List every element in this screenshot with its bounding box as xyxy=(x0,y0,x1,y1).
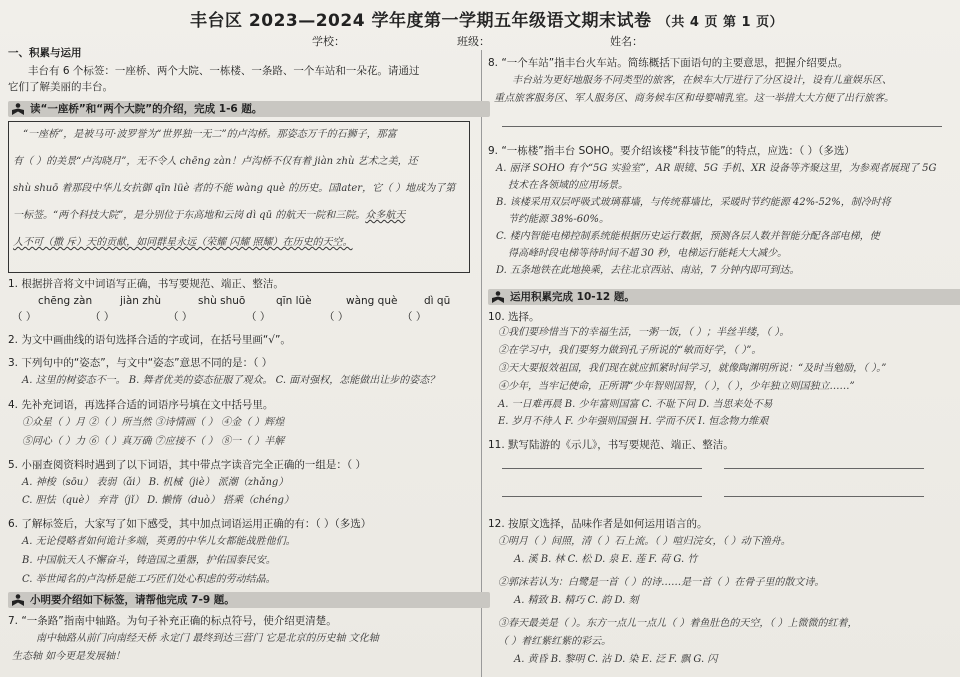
section-heading: 一、积累与运用 xyxy=(8,47,82,59)
answer-line[interactable] xyxy=(502,496,702,497)
exam-title: 丰台区 2023—2024 学年度第一学期五年级语文期末试卷 xyxy=(190,11,652,31)
question-7: 7. “一条路”指南中轴路。为句子补充正确的标点符号，使介绍更清楚。 xyxy=(8,615,337,627)
question-12-item: ①明月（ ）间照，清（ ）石上流。（ ）喧归浣女，（ ）动下渔舟。 xyxy=(498,536,791,547)
passage-line: “一座桥”，是被马可·波罗誉为“世界独一无二”的卢沟桥。那姿态万千的石狮子，那富 xyxy=(23,129,397,140)
book-reader-icon xyxy=(11,102,25,116)
question-9-option: A. 丽泽 SOHO 有个“5G 实验室”，AR 眼镜、5G 手机、XR 设备等齐聚这里，为参观者展现了 5G xyxy=(496,163,937,174)
question-12-options: A. 精致 B. 精巧 C. 韵 D. 刻 xyxy=(514,595,639,606)
question-12: 12. 按原文选择，品味作者是如何运用语言的。 xyxy=(488,518,708,530)
question-9-option: 节约能源 38%-60%。 xyxy=(508,214,610,225)
answer-line[interactable] xyxy=(724,496,924,497)
pinyin: wàng què xyxy=(346,295,398,307)
answer-box[interactable]: （ ） xyxy=(168,311,193,323)
section-banner-1 xyxy=(8,101,490,117)
question-10-options: E. 岁月不待人 F. 少年强则国强 H. 学而不厌 I. 恒念物力维艰 xyxy=(498,416,769,427)
answer-line[interactable] xyxy=(502,468,702,469)
answer-box[interactable]: （ ） xyxy=(90,311,115,323)
section-banner-2 xyxy=(8,592,490,608)
question-12-options: A. 溪 B. 林 C. 松 D. 泉 E. 莲 F. 荷 G. 竹 xyxy=(514,554,698,565)
answer-line[interactable] xyxy=(502,126,942,127)
school-label: 学校： xyxy=(312,35,345,48)
question-9-option: C. 楼内智能电梯控制系统能根据历史运行数据，预测各层人数并智能分配各部电梯，使 xyxy=(496,231,880,242)
question-9-option: 得高峰时段电梯等待时间不超 30 秒，电梯运行能耗大大减少。 xyxy=(508,248,788,259)
question-6-option-c: C. 举世闻名的卢沟桥是能工巧匠们处心积虑的劳动结晶。 xyxy=(22,574,276,585)
section-banner-3 xyxy=(488,289,960,305)
question-9-option: D. 五条地铁在此地换乘，去往北京西站、南站，7 分钟内即可到达。 xyxy=(496,265,800,276)
intro-line-1: 丰台有 6 个标签：一座桥、两个大院、一栋楼、一条路、一个车站和一朵花。请通过 xyxy=(28,65,420,77)
question-4-row: ①众星（ ）月 ②（ ）所当然 ③诗情画（ ） ④金（ ）辉煌 xyxy=(22,417,285,428)
question-6-option-a: A. 无论侵略者如何诡计多端，英勇的中华儿女都能战胜他们。 xyxy=(22,536,296,547)
question-8-text: 丰台站为更好地服务不同类型的旅客，在候车大厅进行了分区设计，设有儿童娱乐区、 xyxy=(512,75,892,86)
question-9-option: 技术在各领域的应用场景。 xyxy=(508,180,628,191)
question-5: 5. 小丽查阅资料时遇到了以下词语，其中带点字读音完全正确的一组是：（ ） xyxy=(8,459,366,471)
question-3: 3. 下列句中的“姿态”，与文中“姿态”意思不同的是：（ ） xyxy=(8,357,273,369)
question-10-item: ③天大要报效祖国，我们现在就应抓紧时间学习，就像陶渊明所说：“及时当勉励，（ ）。” xyxy=(498,363,887,374)
question-9: 9. “一栋楼”指丰台 SOHO。要介绍该楼“科技节能”的特点，应选：（ ）（多选） xyxy=(488,145,855,157)
answer-line[interactable] xyxy=(724,468,924,469)
name-label: 姓名： xyxy=(610,35,643,48)
pinyin: dì qū xyxy=(424,295,451,307)
column-divider xyxy=(481,50,482,677)
question-7-text: 生态轴 如今更是发展轴！ xyxy=(12,651,126,662)
answer-box[interactable]: （ ） xyxy=(324,311,349,323)
question-5-row: C. 胆怯（què） 弃背（jǐ） D. 懒惰（duò） 搭乘（chéng） xyxy=(22,495,294,506)
passage-line: shù shuō 着那段中华儿女抗御 qīn lüè 者的不能 wàng què 的历史。国later，它（ ）地成为了第 xyxy=(13,183,456,194)
question-10-item: ②在学习中，我们要努力做到孔子所说的“敏而好学，（ ）”。 xyxy=(498,345,762,356)
banner-text: 运用积累完成 10-12 题。 xyxy=(510,291,635,303)
passage-box xyxy=(8,121,470,273)
answer-box[interactable]: （ ） xyxy=(12,311,37,323)
pinyin: chēng zàn xyxy=(38,295,93,307)
question-5-row: A. 神梭（sōu） 表弱（ǎi） B. 机械（jiè） 派潮（zhǎng） xyxy=(22,477,289,488)
question-9-option: B. 该楼采用双层呼吸式玻璃幕墙，与传统幕墙比，采暖时节约能源 42%-52%，制冷时将 xyxy=(496,197,891,208)
pinyin: shù shuō xyxy=(198,295,246,307)
class-label: 班级： xyxy=(457,35,490,48)
question-6-option-b: B. 中国航天人不懈奋斗，铸造国之重器，护佑国泰民安。 xyxy=(22,555,276,566)
book-reader-icon xyxy=(11,593,25,607)
question-12-item: ③春天最美是（ ）。东方一点儿一点儿（ ）着鱼肚色的天空，（ ）上微微的红着， xyxy=(498,618,858,629)
question-10-options: A. 一日难再晨 B. 少年富则国富 C. 不耻下问 D. 当思来处不易 xyxy=(498,399,773,410)
wavy-underline-sentence: 人不可（撒 斥）天的贡献，如同群星永远（荣耀 闪耀 照耀）在历史的天空。 xyxy=(13,237,353,248)
question-12-item: （ ）着红紫红紫的彩云。 xyxy=(498,636,612,647)
answer-box[interactable]: （ ） xyxy=(402,311,427,323)
book-reader-icon xyxy=(491,290,505,304)
question-10-item: ④少年，当牢记使命，正所谓“少年智则国智，（ ），（ ），少年独立则国独立……” xyxy=(498,381,855,392)
pinyin: jiàn zhù xyxy=(120,295,162,307)
passage-text: 一标签。“两个科技大院”，是分别位于东高地和云岗 dì qū 的航天一院和三院。 xyxy=(13,210,366,221)
page-info: （共 4 页 第 1 页） xyxy=(657,15,784,30)
page-title xyxy=(190,6,810,31)
intro-line-2: 它们了解美丽的丰台。 xyxy=(8,81,113,93)
question-6: 6. 了解标签后，大家写了如下感受，其中加点词语运用正确的有：（ ）（多选） xyxy=(8,518,372,530)
question-10-item: ①我们要珍惜当下的幸福生活，一粥一饭，（ ）；半丝半缕，（ ）。 xyxy=(498,327,790,338)
banner-text: 读“一座桥”和“两个大院”的介绍，完成 1-6 题。 xyxy=(30,103,263,115)
banner-text: 小明要介绍如下标签，请帮他完成 7-9 题。 xyxy=(30,594,235,606)
passage-line: 有（ ）的美景“卢沟晓月”，无不令人 chēng zàn！卢沟桥不仅有着 jiàn zhù 艺术之美，还 xyxy=(13,156,418,167)
question-4: 4. 先补充词语，再选择合适的词语序号填在文中括号里。 xyxy=(8,399,274,411)
question-12-item: ②郭沫若认为：白鹭是一首（ ）的诗……是一首（ ）在骨子里的散文诗。 xyxy=(498,577,825,588)
question-3-options: A. 这里的树姿态不一。 B. 舞者优美的姿态征服了观众。 C. 面对强权，怎能做出让步的姿态？ xyxy=(22,375,440,386)
question-8-text: 重点旅客服务区、军人服务区、商务候车区和母婴哺乳室。这一举措大大方便了出行旅客。 xyxy=(494,93,894,104)
pinyin: qīn lüè xyxy=(276,295,312,307)
question-8: 8. “一个车站”指丰台火车站。简练概括下面语句的主要意思，把握介绍要点。 xyxy=(488,57,849,69)
wavy-underline-text: 众多航天 xyxy=(365,210,406,221)
question-11: 11. 默写陆游的《示儿》，书写要规范、端正、整洁。 xyxy=(488,439,734,451)
question-12-options: A. 黄昏 B. 黎明 C. 沾 D. 染 E. 泛 F. 飘 G. 闪 xyxy=(514,654,718,665)
question-7-text: 南中轴路从前门向南经天桥 永定门 最终到达三营门 它是北京的历史轴 文化轴 xyxy=(36,633,379,644)
answer-box[interactable]: （ ） xyxy=(246,311,271,323)
question-1: 1. 根据拼音将文中词语写正确，书写要规范、端正、整洁。 xyxy=(8,278,284,290)
question-2: 2. 为文中画曲线的语句选择合适的字或词，在括号里画“√”。 xyxy=(8,334,291,346)
passage-line xyxy=(13,209,405,223)
question-10: 10. 选择。 xyxy=(488,311,540,323)
question-4-row: ⑤同心（ ）力 ⑥（ ）真万确 ⑦应接不（ ） ⑧一（ ）半解 xyxy=(22,436,285,447)
